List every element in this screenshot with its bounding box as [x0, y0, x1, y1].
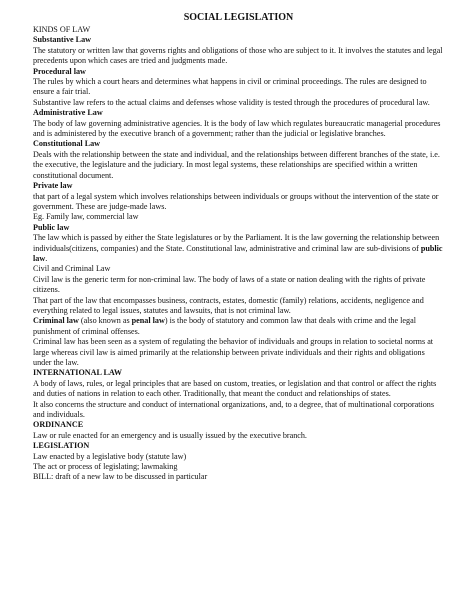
legislation-heading: LEGISLATION [33, 441, 90, 451]
constitutional-law-heading: Constitutional Law [33, 139, 101, 149]
public-law-term: public law [33, 243, 443, 263]
penal-law-term: penal law [131, 316, 165, 326]
legislation-line-3: BILL: draft of a new law to be discussed in particular [33, 472, 208, 482]
public-law-heading: Public law [33, 222, 70, 232]
kinds-of-law-label: KINDS OF LAW [33, 25, 91, 34]
civil-law-paragraph-1: Civil law is the generic term for non-criminal law. The body of laws of a state or nation dealing with the rights of private citizens. [33, 274, 426, 295]
civil-criminal-heading: Civil and Criminal Law [33, 264, 111, 274]
administrative-law-paragraph: The body of law governing administrative agencies. It is the body of law which regulates bureaucratic managerial procedures and is administered by the executive branch of a government; rather than the judicial or legislative branches. [33, 118, 441, 139]
legislation-line-2: The act or process of legislating; lawmaking [33, 462, 178, 472]
international-law-paragraph-1: A body of laws, rules, or legal principles that are based on custom, treaties, or legislation and that control or affect the rights and duties of nations in relation to each other. Traditionally, that meant the conduct and relationships of states. [33, 378, 437, 399]
administrative-law-heading: Administrative Law [33, 108, 103, 118]
private-law-paragraph: that part of a legal system which involves relationships between individuals or groups without the intervention of the state or government. These are judge-made laws. [33, 191, 439, 211]
public-law-text: The law which is passed by either the State legislatures or by the Parliament. It is the law governing the relationship between individuals(citizens, companies) and the State. Constitutional law, administrative and criminal law are sub-divisions of [33, 233, 440, 253]
procedural-law-paragraph-1: The rules by which a court hears and determines what happens in civil or criminal proceedings. The rules are designed to ensure a fair trial. [33, 77, 427, 97]
substantive-law-paragraph: The statutory or written law that governs rights and obligations of those who are subject to it. It involves the statutes and legal precedents upon which cases are tried and judgments made. [33, 45, 443, 66]
criminal-law-text-2: ) is the body of statutory and common law that deals with crime and the legal punishment of criminal offenses. [33, 316, 416, 336]
document-title: SOCIAL LEGISLATION [183, 12, 294, 23]
criminal-vs-civil-paragraph: Criminal law has been seen as a system of regulating the behavior of individuals and groups in relation to societal norms at large whereas civil law is aimed primarily at the relationship between private individuals and their rights and obligations under the law. [33, 337, 434, 367]
civil-law-paragraph-2: That part of the law that encompasses business, contracts, estates, domestic (family) relations, accidents, negligence and everything related to legal issues, statutes and lawsuits, that is not criminal law. [33, 295, 424, 315]
criminal-law-paragraph [33, 316, 444, 337]
ordinance-heading: ORDINANCE [33, 420, 84, 430]
public-law-paragraph [33, 233, 444, 264]
criminal-law-term: Criminal law [33, 316, 79, 326]
ordinance-paragraph: Law or rule enacted for an emergency and is usually issued by the executive branch. [33, 430, 307, 440]
private-law-example: Eg. Family law, commercial law [33, 212, 139, 222]
procedural-law-paragraph-2: Substantive law refers to the actual claims and defenses whose validity is tested through the procedures of procedural law. [33, 97, 430, 107]
international-law-heading: INTERNATIONAL LAW [33, 368, 123, 378]
criminal-law-text-1: (also known as [78, 316, 132, 326]
international-law-paragraph-2: It also concerns the structure and conduct of international organizations, and, to a degree, that of multinational corporations and individuals. [33, 399, 435, 420]
legislation-line-1: Law enacted by a legislative body (statute law) [33, 451, 187, 461]
public-law-end: . [45, 253, 48, 263]
procedural-law-heading: Procedural law [33, 66, 86, 76]
private-law-heading: Private law [33, 181, 73, 191]
constitutional-law-paragraph: Deals with the relationship between the state and individual, and the relationships between different branches of the state, i.e. the executive, the legislature and the judiciary. In most legal systems, these relationships are specified within a written constitutional document. [33, 149, 440, 180]
substantive-law-heading: Substantive Law [33, 35, 92, 45]
